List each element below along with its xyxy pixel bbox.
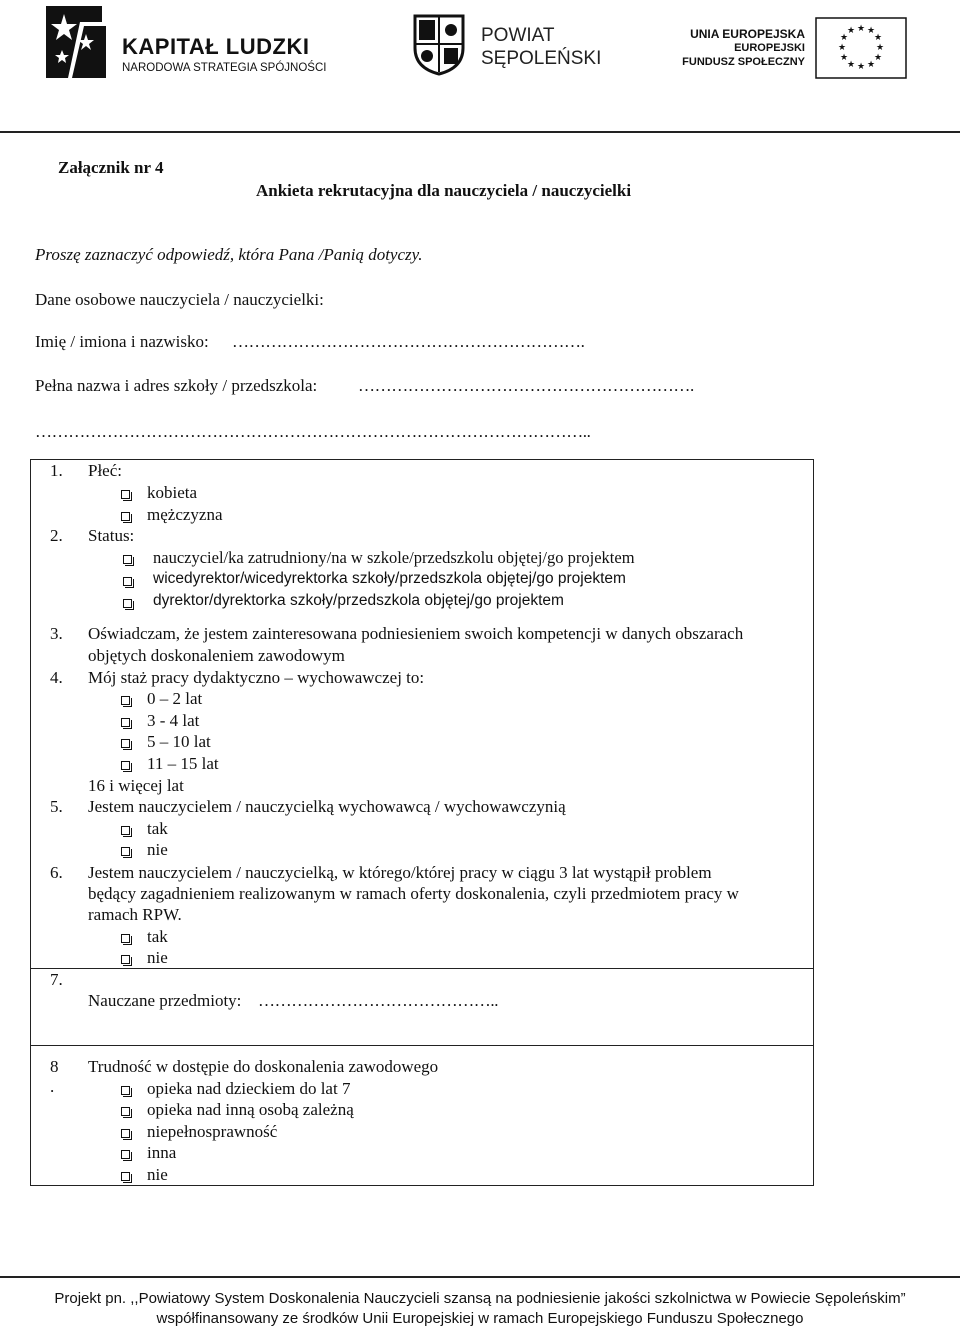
ue-line1: UNIA EUROPEJSKA [690, 27, 805, 41]
checkbox-icon[interactable] [121, 1129, 130, 1138]
checkbox-icon[interactable] [123, 577, 132, 586]
q3-line1: Oświadczam, że jestem zainteresowana podniesieniem swoich kompetencji w danych obszarach [88, 624, 744, 643]
checkbox-icon[interactable] [121, 490, 130, 499]
svg-text:★: ★ [846, 26, 856, 36]
header-divider [0, 131, 960, 133]
q2-label: Status: [88, 526, 135, 545]
checkbox-icon[interactable] [123, 599, 132, 608]
checkbox-icon[interactable] [121, 739, 130, 748]
svg-text:★: ★ [856, 62, 866, 72]
name-field[interactable]: ………………………………………………………. [232, 332, 585, 351]
q8-number-dot: . [50, 1077, 55, 1096]
checkbox-icon[interactable] [121, 718, 130, 727]
checkbox-icon[interactable] [121, 696, 130, 705]
kl-title: KAPITAŁ LUDZKI [122, 34, 310, 59]
page-title: Ankieta rekrutacyjna dla nauczyciela / nauczycielki [256, 181, 632, 200]
checkbox-icon[interactable] [121, 955, 130, 964]
checkbox-icon[interactable] [121, 1107, 130, 1116]
svg-text:★: ★ [846, 60, 856, 70]
q1-label: Płeć: [88, 461, 122, 480]
q2-number: 2. [50, 526, 63, 545]
q6-line1: Jestem nauczycielem / nauczycielką, w którego/której pracy w ciągu 3 lat wystąpił problem [88, 863, 712, 882]
q3-number: 3. [50, 624, 63, 643]
footer-line2: współfinansowany ze środków Unii Europejskiej w ramach Europejskiego Funduszu Społecznego [156, 1310, 804, 1327]
kapital-ludzki-logo [40, 4, 108, 80]
school-field-line2[interactable]: ……………………………………………………………………………………….. [35, 422, 591, 441]
svg-text:★: ★ [875, 43, 885, 53]
subjects-field[interactable]: …………………………………….. [258, 991, 499, 1010]
svg-text:★: ★ [839, 53, 849, 63]
q8-label: Trudność w dostępie do doskonalenia zawodowego [88, 1057, 439, 1076]
q4-number: 4. [50, 668, 63, 687]
checkbox-icon[interactable] [121, 826, 130, 835]
svg-text:★: ★ [866, 26, 876, 36]
svg-text:★: ★ [866, 60, 876, 70]
q8-number: 8 [50, 1057, 59, 1076]
footer-divider [0, 1276, 960, 1278]
footer-line1: Projekt pn. ,,Powiatowy System Doskonalenia Nauczycieli szansą na podniesienie jakości szkolnictwa w Powiecie Sępoleńskim” [54, 1290, 906, 1307]
instruction: Proszę zaznaczyć odpowiedź, która Pana /Panią dotyczy. [35, 245, 423, 264]
q5-number: 5. [50, 797, 63, 816]
q5-label: Jestem nauczycielem / nauczycielką wychowawcą / wychowawczynią [88, 797, 566, 816]
school-field[interactable]: ……………………………………………………. [358, 376, 694, 395]
q6-line3: ramach RPW. [88, 905, 182, 924]
ue-line2: EUROPEJSKI [734, 42, 805, 54]
powiat-crest-icon [413, 14, 465, 76]
row-divider [30, 968, 813, 969]
checkbox-icon[interactable] [121, 1172, 130, 1181]
school-label: Pełna nazwa i adres szkoły / przedszkola: [35, 376, 318, 395]
powiat-line2: SĘPOLEŃSKI [481, 48, 602, 69]
row-divider [30, 1045, 813, 1046]
svg-text:★: ★ [873, 33, 883, 43]
name-label: Imię / imiona i nazwisko: [35, 332, 209, 351]
checkbox-icon[interactable] [121, 1150, 130, 1159]
checkbox-icon[interactable] [121, 761, 130, 770]
q6-number: 6. [50, 863, 63, 882]
kl-subtitle: NARODOWA STRATEGIA SPÓJNOŚCI [122, 62, 327, 74]
svg-text:★: ★ [856, 24, 866, 34]
q7-number: 7. [50, 970, 63, 989]
eu-flag-icon [815, 17, 907, 79]
svg-text:★: ★ [837, 43, 847, 53]
checkbox-icon[interactable] [121, 512, 130, 521]
q4-label: Mój staż pracy dydaktyczno – wychowawczej to: [88, 668, 425, 687]
checkbox-icon[interactable] [121, 847, 130, 856]
checkbox-icon[interactable] [123, 555, 132, 564]
ue-line3: FUNDUSZ SPOŁECZNY [682, 56, 805, 68]
option-16-plus[interactable]: 16 i więcej lat [88, 776, 184, 795]
q7-label: Nauczane przedmioty: [88, 991, 242, 1010]
svg-text:★: ★ [839, 33, 849, 43]
attachment-label: Załącznik nr 4 [58, 158, 164, 177]
personal-heading: Dane osobowe nauczyciela / nauczycielki: [35, 290, 324, 309]
q1-number: 1. [50, 461, 63, 480]
checkbox-icon[interactable] [121, 934, 130, 943]
checkbox-icon[interactable] [121, 1086, 130, 1095]
svg-text:★: ★ [873, 53, 883, 63]
q6-line2: będący zagadnieniem realizowanym w ramach oferty doskonalenia, czyli przedmiotem pracy w [88, 884, 739, 903]
powiat-line1: POWIAT [481, 25, 555, 46]
q3-line2: objętych doskonaleniem zawodowym [88, 646, 345, 665]
